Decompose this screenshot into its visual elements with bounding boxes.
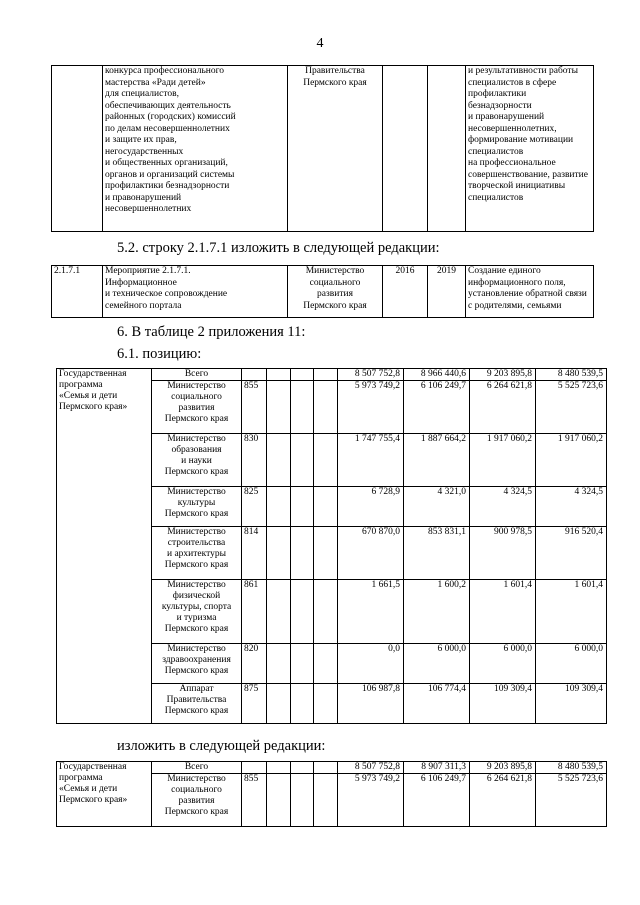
row-code: 855 <box>242 381 267 434</box>
program-name: Государственная программа «Семья и дети Пермского края» <box>57 762 152 827</box>
row-2171-table <box>51 265 594 318</box>
value-cell: 670 870,0 <box>338 527 404 580</box>
value-cell: 6 000,0 <box>470 644 536 684</box>
value-cell: 1 601,4 <box>470 580 536 644</box>
value-cell: 8 507 752,8 <box>338 369 404 381</box>
cell-empty <box>428 66 466 232</box>
event-description: конкурса профессионального мастерства «Ради детей» для специалистов, обеспечивающих деятельность районных (городских) комиссий по делам несовершеннолетних и защите их прав, негосударственных и общественных организаций, органов и организаций системы профилактики безнадзорности и правонарушений несовершеннолетних <box>103 66 288 232</box>
value-cell: 5 525 723,6 <box>536 381 607 434</box>
value-cell: 1 600,2 <box>404 580 470 644</box>
value-cell: 4 324,5 <box>470 487 536 527</box>
row-name: Всего <box>152 762 242 774</box>
page-number: 4 <box>316 36 324 51</box>
paragraph-6: 6. В таблице 2 приложения 11: <box>117 324 306 340</box>
paragraph-5-2: 5.2. строку 2.1.7.1 изложить в следующей редакции: <box>117 240 440 256</box>
value-cell: 8 907 311,3 <box>404 762 470 774</box>
value-cell: 5 973 749,2 <box>338 381 404 434</box>
row-name: Министерство образования и науки Пермского края <box>152 434 242 487</box>
executor: Правительства Пермского края <box>288 66 383 232</box>
row-code: 855 <box>242 774 267 827</box>
row-code: 830 <box>242 434 267 487</box>
row-code: 861 <box>242 580 267 644</box>
cell-empty <box>52 66 103 232</box>
row-code: 814 <box>242 527 267 580</box>
row-code: 820 <box>242 644 267 684</box>
value-cell: 6 000,0 <box>536 644 607 684</box>
value-cell: 1 917 060,2 <box>536 434 607 487</box>
value-cell: 1 661,5 <box>338 580 404 644</box>
row-name: Министерство строительства и архитектуры Пермского края <box>152 527 242 580</box>
row-name: Министерство социального развития Пермского края <box>152 774 242 827</box>
row-code <box>242 369 267 381</box>
program-name: Государственная программа «Семья и дети Пермского края» <box>57 369 152 724</box>
row-name: Всего <box>152 369 242 381</box>
value-cell: 853 831,1 <box>404 527 470 580</box>
value-cell: 9 203 895,8 <box>470 762 536 774</box>
value-cell: 9 203 895,8 <box>470 369 536 381</box>
start-year: 2016 <box>383 266 428 318</box>
value-cell: 106 987,8 <box>338 684 404 724</box>
value-cell: 8 480 539,5 <box>536 369 607 381</box>
value-cell: 106 774,4 <box>404 684 470 724</box>
value-cell: 0,0 <box>338 644 404 684</box>
paragraph-new-edition: изложить в следующей редакции: <box>117 738 326 754</box>
value-cell: 8 966 440,6 <box>404 369 470 381</box>
value-cell: 916 520,4 <box>536 527 607 580</box>
end-year: 2019 <box>428 266 466 318</box>
row-name: Министерство физической культуры, спорта и туризма Пермского края <box>152 580 242 644</box>
value-cell: 109 309,4 <box>536 684 607 724</box>
value-cell: 4 321,0 <box>404 487 470 527</box>
old-position-table <box>56 368 607 724</box>
value-cell: 5 525 723,6 <box>536 774 607 827</box>
value-cell: 109 309,4 <box>470 684 536 724</box>
cell-empty <box>383 66 428 232</box>
value-cell: 8 507 752,8 <box>338 762 404 774</box>
expected-result: и результативности работы специалистов в сфере профилактики безнадзорности и правонарушений несовершеннолетних, формирование мотивации специалистов на профессиональное совершенствование, развитие творческой инициативы специалистов <box>466 66 594 232</box>
value-cell: 6 264 621,8 <box>470 381 536 434</box>
row-code: 875 <box>242 684 267 724</box>
result: Создание единого информационного поля, установление обратной связи с родителями, семьями <box>466 266 594 318</box>
row-code: 2.1.7.1 <box>52 266 103 318</box>
row-code: 825 <box>242 487 267 527</box>
row-name: Министерство здравоохранения Пермского края <box>152 644 242 684</box>
value-cell: 1 747 755,4 <box>338 434 404 487</box>
new-position-table <box>56 761 607 827</box>
value-cell: 1 601,4 <box>536 580 607 644</box>
value-cell: 6 106 249,7 <box>404 381 470 434</box>
value-cell: 6 000,0 <box>404 644 470 684</box>
value-cell: 6 264 621,8 <box>470 774 536 827</box>
value-cell: 4 324,5 <box>536 487 607 527</box>
value-cell: 1 887 664,2 <box>404 434 470 487</box>
value-cell: 5 973 749,2 <box>338 774 404 827</box>
ministry: Министерство социального развития Пермского края <box>288 266 383 318</box>
row-name: Министерство культуры Пермского края <box>152 487 242 527</box>
value-cell: 900 978,5 <box>470 527 536 580</box>
row-code <box>242 762 267 774</box>
paragraph-6-1: 6.1. позицию: <box>117 346 202 362</box>
value-cell: 8 480 539,5 <box>536 762 607 774</box>
value-cell: 6 728,9 <box>338 487 404 527</box>
row-name: Министерство социального развития Пермского края <box>152 381 242 434</box>
value-cell: 6 106 249,7 <box>404 774 470 827</box>
event-name: Мероприятие 2.1.7.1. Информационное и техническое сопровождение семейного портала <box>103 266 288 318</box>
value-cell: 1 917 060,2 <box>470 434 536 487</box>
row-name: Аппарат Правительства Пермского края <box>152 684 242 724</box>
continuation-table <box>51 65 594 232</box>
